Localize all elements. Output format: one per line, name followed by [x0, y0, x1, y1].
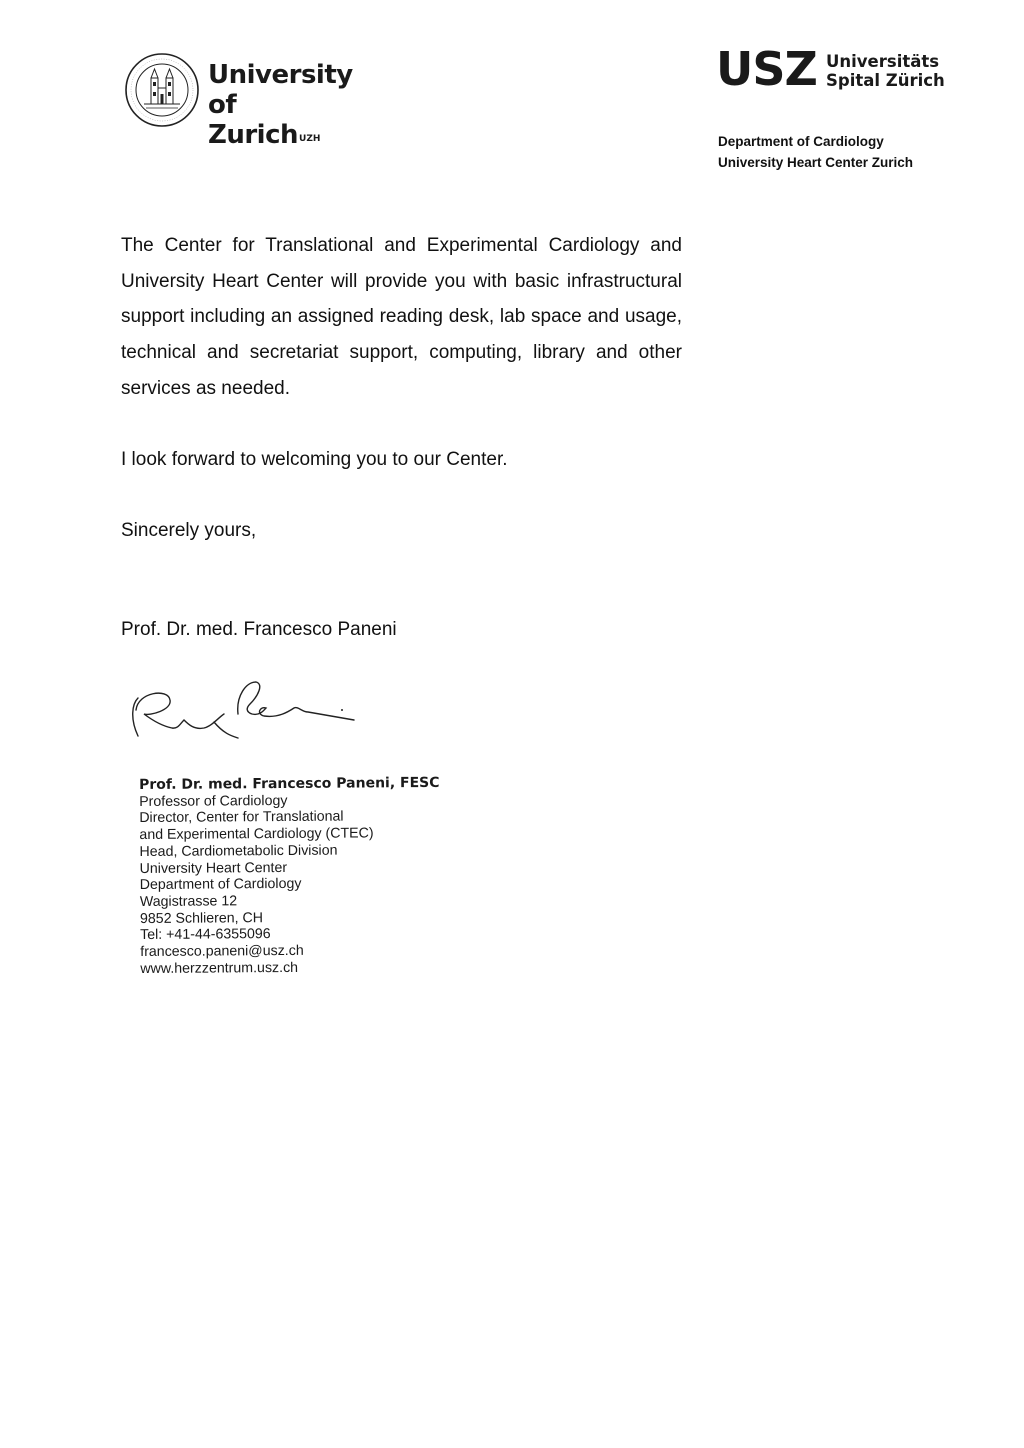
signature-stamp: [139, 775, 440, 978]
stamp-website: www.herzzentrum.usz.ch: [140, 959, 299, 977]
stamp-line: Department of Cardiology: [139, 876, 302, 894]
uzh-superscript: UZH: [299, 134, 321, 144]
stamp-line: Head, Cardiometabolic Division: [139, 842, 338, 860]
letter-closing: Sincerely yours,: [121, 520, 257, 541]
usz-logo: [716, 42, 946, 96]
usz-line1: Universitäts: [826, 52, 940, 71]
usz-line2: Spital Zürich: [826, 71, 945, 90]
university-seal-icon: [124, 52, 200, 128]
handwritten-signature: [128, 674, 368, 754]
uzh-line2: Zurich$^{UZH}$: [208, 120, 321, 150]
signatory-name: Prof. Dr. med. Francesco Paneni: [121, 619, 397, 640]
uzh-logo: [124, 52, 374, 150]
department-line: Department of Cardiology: [718, 134, 884, 149]
stamp-email: francesco.paneni@usz.ch: [140, 942, 304, 961]
stamp-line: Professor of Cardiology: [139, 792, 288, 810]
stamp-line: 9852 Schlieren, CH: [139, 909, 264, 927]
stamp-line: Wagistrasse 12: [139, 893, 238, 910]
stamp-name: Prof. Dr. med. Francesco Paneni, FESC: [139, 774, 440, 793]
department-block: [718, 132, 913, 173]
stamp-line: and Experimental Cardiology (CTEC): [139, 825, 374, 844]
uzh-wordmark: [208, 60, 374, 150]
stamp-line: Tel: +41-44-6355096: [140, 926, 271, 944]
department-line: University Heart Center Zurich: [718, 154, 914, 170]
usz-mark: USZ: [716, 42, 817, 96]
letter-paragraph: The Center for Translational and Experimental Cardiology and University Heart Center will provide you with basic infrastructural support including an assigned reading desk, lab space and usage, technical and secretariat support, computing, library and other services as needed.: [121, 235, 682, 399]
stamp-line: Director, Center for Translational: [139, 808, 344, 827]
uzh-line1: University of: [208, 60, 353, 120]
stamp-line: University Heart Center: [139, 859, 288, 877]
letter-paragraph: I look forward to welcoming you to our Center.: [121, 449, 508, 470]
usz-name: [826, 52, 945, 90]
